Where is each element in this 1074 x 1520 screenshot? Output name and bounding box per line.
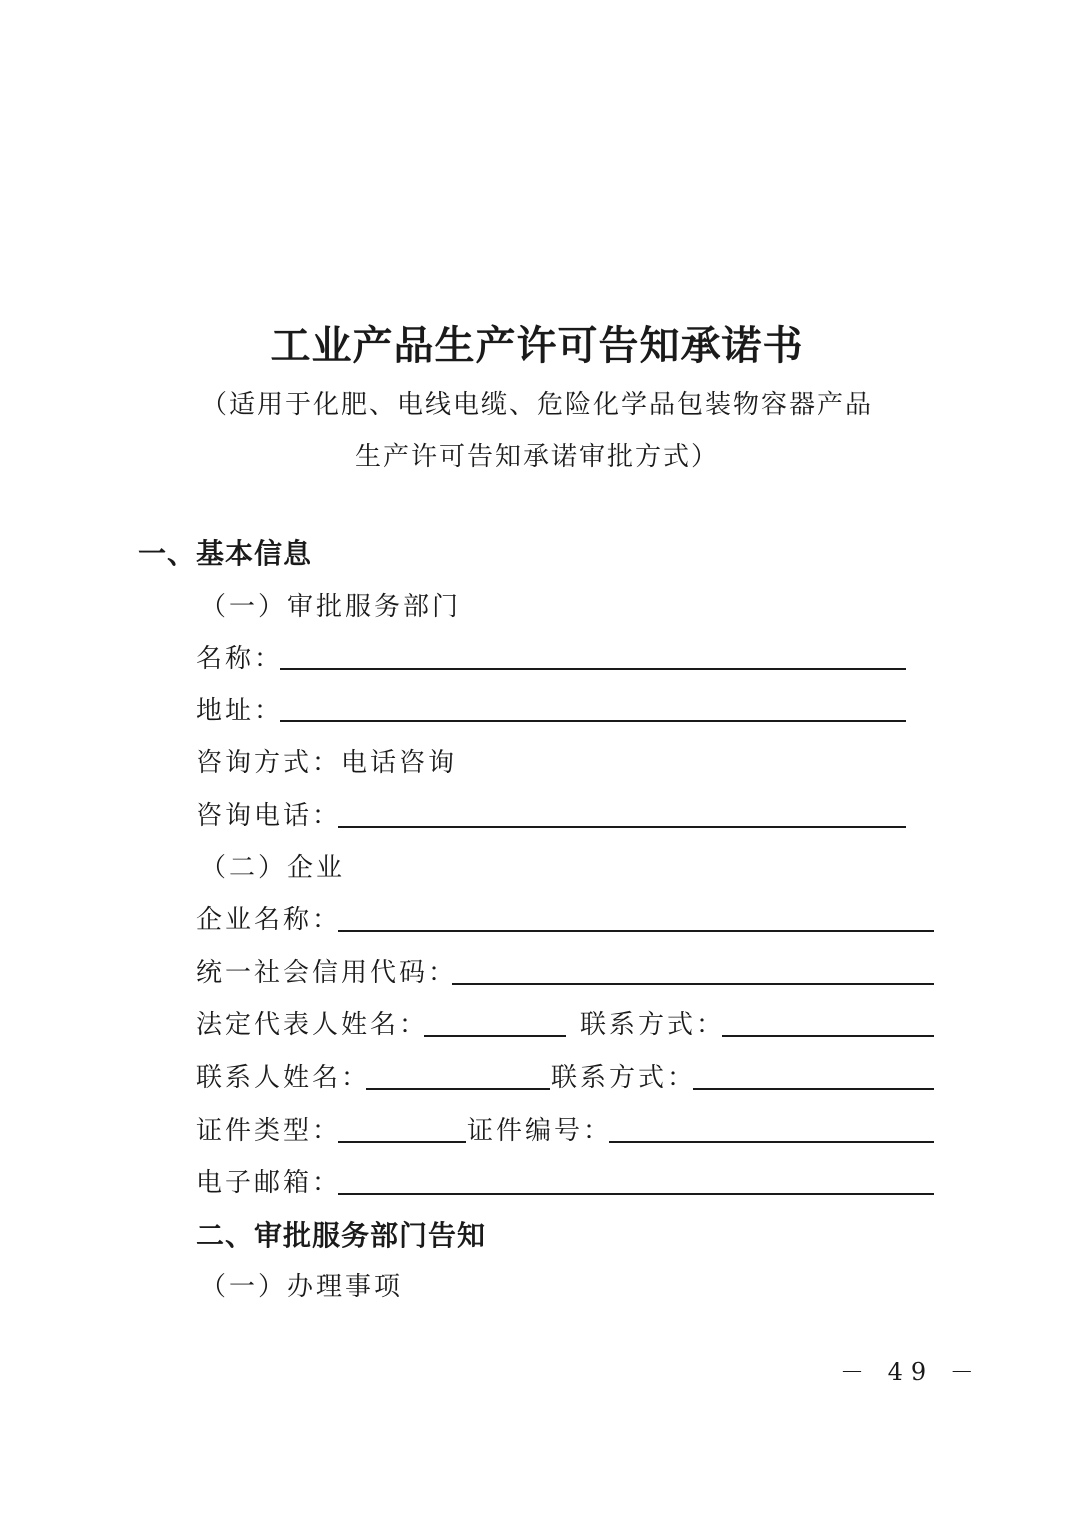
credit-code-field[interactable]	[452, 983, 934, 985]
approval-department-heading: （一）审批服务部门	[200, 592, 462, 622]
contact-person-name-field[interactable]	[366, 1088, 550, 1090]
department-name-label: 名称：	[196, 644, 284, 674]
department-address-field[interactable]	[280, 720, 906, 722]
email-field[interactable]	[338, 1193, 934, 1195]
consult-phone-field[interactable]	[338, 826, 906, 828]
company-name-field[interactable]	[338, 930, 934, 932]
handling-matters-heading: （一）办理事项	[200, 1272, 404, 1302]
section-approval-notice-heading: 二、审批服务部门告知	[196, 1219, 487, 1252]
email-label: 电子邮箱：	[196, 1168, 342, 1198]
legal-rep-name-field[interactable]	[424, 1035, 566, 1037]
document-title: 工业产品生产许可告知承诺书	[270, 323, 804, 369]
page-number: － 49 －	[840, 1358, 982, 1386]
id-number-label: 证件编号：	[467, 1116, 613, 1146]
id-type-label: 证件类型：	[196, 1116, 342, 1146]
subtitle-line-1: （适用于化肥、电线电缆、危险化学品包装物容器产品	[200, 390, 873, 420]
contact-person-contact-field[interactable]	[693, 1088, 934, 1090]
id-type-field[interactable]	[338, 1141, 466, 1143]
consult-method-label: 咨询方式：电话咨询	[196, 748, 458, 778]
id-number-field[interactable]	[609, 1141, 934, 1143]
section-basic-info-heading: 一、基本信息	[138, 537, 313, 570]
credit-code-label: 统一社会信用代码：	[196, 958, 458, 988]
enterprise-heading: （二）企业	[200, 853, 346, 883]
company-name-label: 企业名称：	[196, 905, 342, 935]
subtitle-line-2: 生产许可告知承诺审批方式）	[354, 442, 719, 472]
contact-person-contact-label: 联系方式：	[551, 1063, 697, 1093]
contact-person-name-label: 联系人姓名：	[196, 1063, 371, 1093]
department-name-field[interactable]	[280, 668, 906, 670]
department-address-label: 地址：	[196, 696, 284, 726]
legal-rep-contact-label: 联系方式：	[580, 1010, 726, 1040]
legal-rep-contact-field[interactable]	[722, 1035, 934, 1037]
legal-rep-name-label: 法定代表人姓名：	[196, 1010, 429, 1040]
consult-phone-label: 咨询电话：	[196, 801, 342, 831]
